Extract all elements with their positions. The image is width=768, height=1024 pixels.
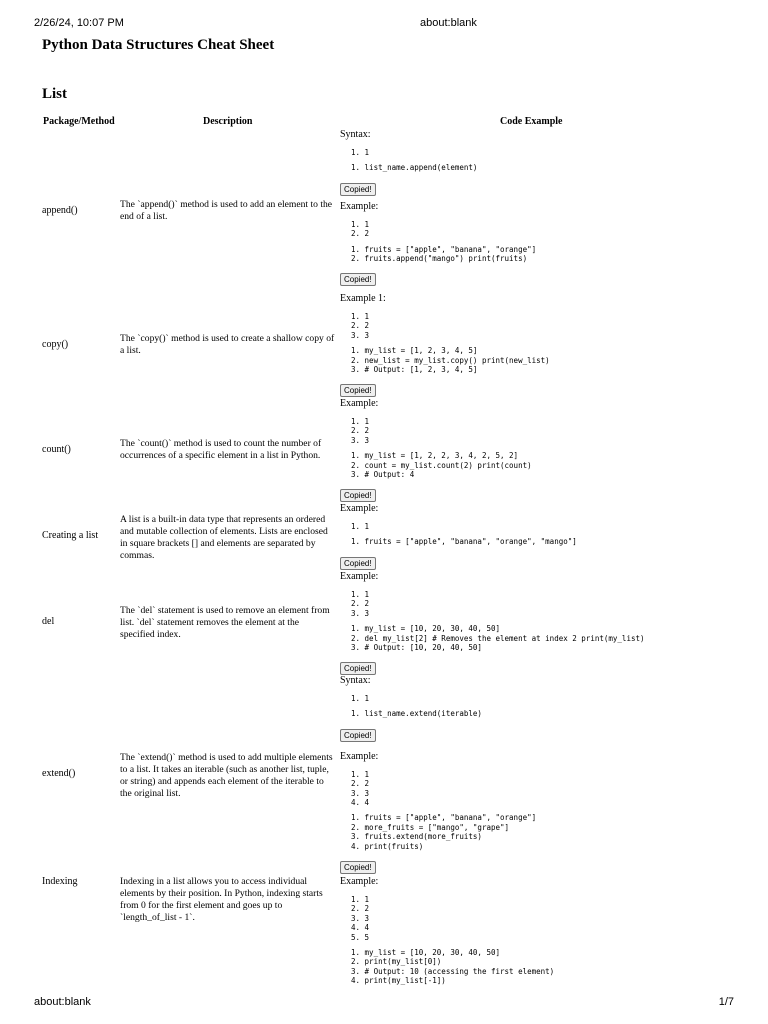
section-title: List [42, 86, 68, 102]
example-label: Example: [340, 398, 379, 409]
code-line: 2. count = my_list.count(2) print(count) [351, 460, 532, 470]
column-header-package: Package/Method [43, 116, 115, 127]
row-name: Creating a list [42, 530, 99, 541]
code-line: 3. # Output: 10 (accessing the first element) [351, 966, 555, 976]
code-example [340, 503, 740, 571]
line-number: 3. 3 [351, 788, 370, 798]
row-name: del [42, 616, 55, 627]
code-line: 1. my_list = [10, 20, 30, 40, 50] [351, 948, 501, 958]
row-name: append() [42, 205, 78, 216]
code-line: 1. fruits = ["apple", "banana", "orange", "mango"] [351, 537, 577, 547]
line-number: 1. 1 [351, 895, 370, 904]
page-title: Python Data Structures Cheat Sheet [42, 37, 275, 53]
example-label: Example: [340, 750, 379, 762]
row-description: Indexing in a list allows you to access individual elements by their position. In Python, indexing starts from 0 for the first element and goes up to `length_of_list - 1`. [120, 876, 323, 923]
copy-button[interactable]: Copied! [340, 384, 376, 397]
page-number: 1/7 [718, 996, 734, 1008]
code-line: 1. fruits = ["apple", "banana", "orange"] [351, 244, 537, 254]
copy-button[interactable]: Copied! [340, 183, 376, 196]
column-header-description: Description [203, 116, 253, 127]
code-example [340, 129, 740, 287]
line-number: 3. 3 [351, 913, 370, 923]
example-label: Example: [340, 876, 379, 887]
line-number: 3. 3 [351, 608, 370, 618]
print-date: 2/26/24, 10:07 PM [34, 17, 124, 29]
line-number: 1. 1 [351, 417, 370, 426]
code-line: 1. my_list = [1, 2, 2, 3, 4, 2, 5, 2] [351, 451, 519, 461]
syntax-label: Syntax: [340, 675, 371, 686]
line-number: 2. 2 [351, 229, 370, 239]
code-example [340, 675, 740, 875]
copy-button[interactable]: Copied! [340, 662, 376, 675]
print-url-bottom: about:blank [34, 996, 91, 1008]
code-line: 2. del my_list[2] # Removes the element at index 2 print(my_list) [351, 633, 645, 643]
row-description: A list is a built-in data type that represents an ordered and mutable collection of elements. Lists are enclosed in square brackets [] and elements are separated by commas. [120, 514, 328, 561]
print-url-top: about:blank [420, 17, 477, 29]
code-line: 4. print(fruits) [351, 841, 424, 851]
line-number: 1. 1 [351, 312, 370, 321]
line-number: 1. 1 [351, 148, 370, 157]
code-line: 1. my_list = [10, 20, 30, 40, 50] [351, 624, 501, 634]
row-description: The `append()` method is used to add an element to the end of a list. [120, 199, 333, 222]
code-line: 4. print(my_list[-1]) [351, 976, 446, 986]
code-line: 1. list_name.append(element) [351, 163, 478, 173]
line-number: 1. 1 [351, 219, 370, 229]
example-label: Example: [340, 571, 379, 582]
line-number: 1. 1 [351, 694, 370, 703]
example-label: Example: [340, 200, 379, 212]
code-line: 2. print(my_list[0]) [351, 957, 442, 967]
code-line: 1. my_list = [1, 2, 3, 4, 5] [351, 346, 478, 356]
code-line: 2. new_list = my_list.copy() print(new_list) [351, 355, 550, 365]
line-number: 3. 3 [351, 435, 370, 445]
line-number: 1. 1 [351, 769, 370, 779]
code-line: 3. # Output: 4 [351, 470, 415, 480]
line-number: 2. 2 [351, 426, 370, 436]
print-header [0, 0, 768, 40]
code-line: 1. list_name.extend(iterable) [351, 709, 482, 719]
code-example [340, 293, 740, 398]
code-example [340, 398, 740, 503]
code-line: 3. # Output: [10, 20, 40, 50] [351, 643, 482, 653]
row-name: Indexing [42, 876, 78, 887]
copy-button[interactable]: Copied! [340, 273, 376, 286]
row-name: count() [42, 444, 71, 455]
line-number: 1. 1 [351, 590, 370, 599]
line-number: 1. 1 [351, 522, 370, 531]
row-description: The `count()` method is used to count the number of occurrences of a specific element in a list in Python. [120, 438, 322, 461]
code-example [340, 571, 740, 676]
line-number: 4. 4 [351, 798, 370, 808]
copy-button[interactable]: Copied! [340, 489, 376, 502]
row-description: The `del` statement is used to remove an element from list. `del` statement removes the element at the specified index. [120, 605, 330, 640]
example-label: Example: [340, 503, 379, 514]
row-name: copy() [42, 339, 69, 350]
syntax-label: Syntax: [340, 129, 371, 140]
line-number: 2. 2 [351, 779, 370, 789]
copy-button[interactable]: Copied! [340, 557, 376, 570]
line-number: 2. 2 [351, 321, 370, 331]
row-description: The `extend()` method is used to add multiple elements to a list. It takes an iterable (such as another list, tuple, or string) and appends each element of the iterable to the original list. [120, 752, 333, 799]
row-description: The `copy()` method is used to create a shallow copy of a list. [120, 333, 335, 356]
example-label: Example 1: [340, 293, 386, 304]
line-number: 2. 2 [351, 599, 370, 609]
line-number: 5. 5 [351, 932, 370, 942]
code-line: 1. fruits = ["apple", "banana", "orange"] [351, 813, 537, 823]
code-line: 2. fruits.append("mango") print(fruits) [351, 254, 528, 264]
code-line: 2. more_fruits = ["mango", "grape"] [351, 822, 510, 832]
column-header-code: Code Example [500, 116, 563, 127]
line-number: 4. 4 [351, 923, 370, 933]
copy-button[interactable]: Copied! [340, 729, 376, 742]
code-line: 3. # Output: [1, 2, 3, 4, 5] [351, 365, 478, 375]
code-example [340, 876, 740, 986]
row-name: extend() [42, 768, 76, 779]
line-number: 3. 3 [351, 330, 370, 340]
copy-button[interactable]: Copied! [340, 861, 376, 874]
code-line: 3. fruits.extend(more_fruits) [351, 832, 482, 842]
line-number: 2. 2 [351, 904, 370, 914]
